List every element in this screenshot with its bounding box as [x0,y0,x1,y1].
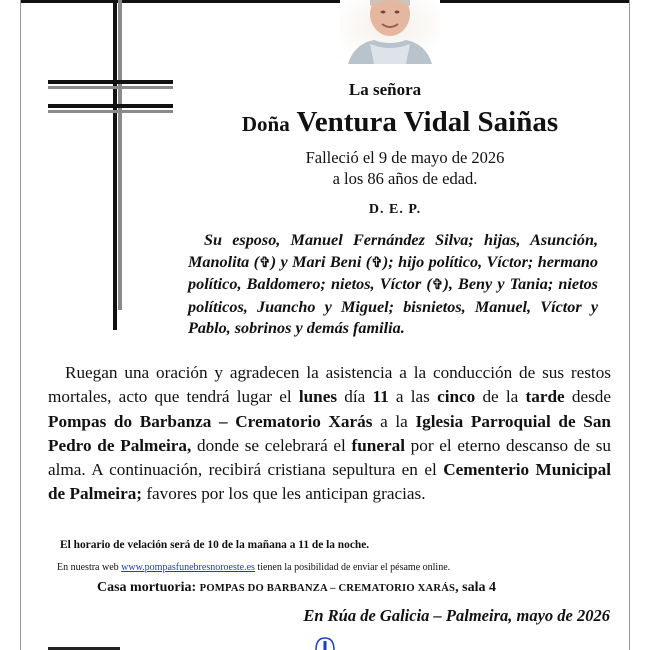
body-text: a las [388,387,438,407]
death-date-line: Falleció el 9 de mayo de 2026 [305,148,505,167]
death-info [230,147,580,189]
deceased-name [190,106,610,139]
mortuary-name: POMPAS DO BARBANZA – CREMATORIO XARÁS [199,583,456,594]
ceremony-paragraph [48,361,611,507]
body-text: Ruegan una oración y agradecen la asistencia a la conducción de sus restos mortales, acto que tendrá lugar el [48,363,611,407]
body-text: a la [372,411,416,431]
family-text-1: Su esposo, Manuel Fernández Silva; hijas, Asunción, Manolita ( [188,231,598,271]
body-text: de la [475,387,526,407]
dep-label: D. E. P. [368,202,422,217]
body-bold: Iglesia Parroquial de San Pedro de Palmeira, [48,411,611,455]
body-text: por el eterno descanso de su alma. A continuación, recibirá cristiana sepultura en el [48,435,612,480]
mortuary-room: , sala 4 [455,580,496,595]
wake-schedule: El horario de velación será de 10 de la mañana a 11 de la noche. [60,539,370,551]
deceased-cross-icon: ✞ [259,255,271,271]
web-text: tienen la posibilidad de enviar el pésame online. [254,562,451,573]
body-bold: lunes [298,387,338,407]
family-text-3: ); hijo político, Víctor; hermano político, Baldomero; nietos, Víctor ( [188,252,599,293]
body-text: favores por los que les anticipan gracias. [142,484,426,504]
body-text: desde [564,387,611,407]
portrait-photo [340,0,440,64]
body-text: donde se celebrará el [191,435,352,455]
web-text: En nuestra web [57,562,122,573]
deceased-cross-icon: ✞ [371,255,383,271]
body-text: día [337,387,373,407]
body-bold: 11 [372,387,389,407]
body-bold: Cementerio Municipal de Palmeira; [48,460,611,504]
web-notice [57,562,627,573]
intro-label: La señora [348,80,422,99]
frame-left-border [20,0,21,650]
family-text-2: ) y Mari Beni ( [270,252,372,271]
place-date: En Rúa de Galicia – Palmeira, mayo de 2026 [303,606,610,625]
body-bold: Pompas do Barbanza – Crematorio Xarás [48,411,373,431]
name-text: Ventura Vidal Saiñas [296,106,559,138]
funeral-home-logo-icon [314,636,336,650]
body-bold: funeral [351,435,405,455]
name-prefix: Doña [241,112,290,136]
cross-icon [48,0,178,330]
mortuary-label: Casa mortuoria: [97,580,197,595]
body-bold: cinco [437,387,476,407]
age-line: a los 86 años de edad. [332,169,478,188]
family-text-4: ), Beny y Tania; nietos políticos, Juancho y Miguel; bisnietos, Manuel, Víctor y Pablo, sobrinos y demás familia. [188,275,598,337]
deceased-cross-icon: ✞ [431,278,444,293]
frame-right-border [629,0,630,650]
family-paragraph [188,230,598,340]
mortuary-line [97,580,617,596]
website-link[interactable]: www.pompasfunebresnoroeste.es [121,562,255,573]
body-bold: tarde [525,387,565,407]
